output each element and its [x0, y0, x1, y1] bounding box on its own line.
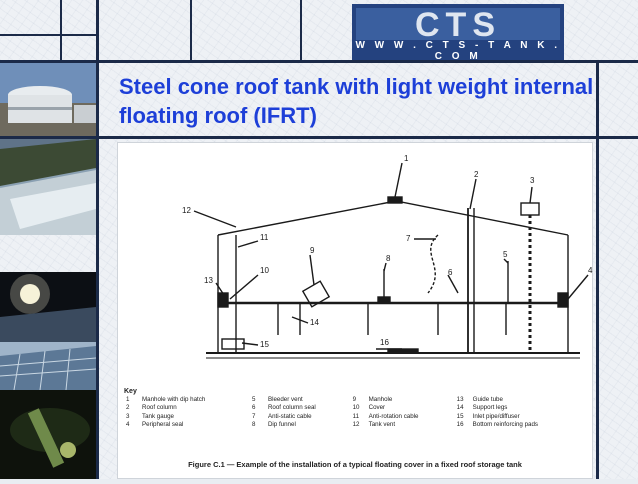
key-number: 3	[126, 412, 130, 420]
key-label: Anti-rotation cable	[368, 412, 419, 420]
key-number: 15	[456, 412, 464, 420]
key-number: 6	[251, 404, 256, 412]
tank-diagram	[118, 143, 592, 388]
callout-8: 8	[386, 254, 391, 263]
logo-url: W W W . C T S - T A N K . C O M	[355, 40, 561, 62]
solar-roof-photo	[0, 342, 96, 390]
frame-line	[190, 0, 192, 60]
key-number: 12	[352, 420, 360, 428]
key-label: Inlet pipe/diffuser	[472, 412, 520, 420]
callout-5: 5	[503, 250, 508, 259]
interior-pipe-photo	[0, 390, 96, 479]
figure-caption: Figure C.1 — Example of the installation of a typical floating cover in a fixed roof storage tank	[188, 460, 522, 469]
frame-line	[0, 34, 96, 36]
key-row	[124, 421, 584, 429]
key-number: 1	[126, 396, 130, 403]
key-label: Peripheral seal	[142, 420, 184, 428]
callout-13: 13	[204, 276, 213, 285]
key-table	[124, 396, 584, 429]
key-row	[124, 396, 584, 404]
key-number: 14	[456, 404, 464, 412]
callout-9: 9	[310, 246, 315, 255]
key-number: 7	[251, 412, 256, 420]
key-label: Tank vent	[368, 420, 396, 428]
callout-11: 11	[260, 233, 269, 242]
callout-7: 7	[406, 234, 411, 243]
key-label: Tank gauge	[142, 412, 174, 420]
slide-title: Steel cone roof tank with light weight internal floating roof (IFRT)	[119, 74, 594, 128]
key-number: 8	[251, 420, 256, 428]
key-label: Roof column seal	[267, 404, 316, 412]
tank-diagram-figure	[117, 142, 593, 479]
callout-14: 14	[310, 318, 319, 327]
key-label: Manhole	[368, 396, 393, 403]
key-row	[124, 413, 584, 421]
key-label: Support legs	[472, 404, 508, 412]
callout-12: 12	[182, 206, 191, 215]
key-number: 2	[126, 404, 130, 412]
callout-3: 3	[530, 176, 535, 185]
figure-key	[124, 388, 584, 429]
callout-6: 6	[448, 268, 453, 277]
key-number: 11	[352, 412, 360, 420]
tank-exterior-photo	[0, 63, 96, 136]
key-label: Bottom reinforcing pads	[472, 420, 538, 428]
night-roof-photo	[0, 272, 96, 342]
callout-1: 1	[404, 154, 409, 163]
key-title: Key	[124, 388, 137, 395]
key-label: Cover	[368, 404, 386, 412]
key-label: Guide tube	[472, 396, 503, 403]
key-number: 13	[456, 396, 464, 403]
key-number: 16	[456, 420, 464, 428]
key-label: Dip funnel	[267, 420, 296, 428]
logo-text: CTS	[415, 6, 501, 44]
key-number: 5	[251, 396, 256, 403]
callout-2: 2	[474, 170, 479, 179]
key-number: 4	[126, 420, 130, 428]
key-number: 10	[352, 404, 360, 412]
key-row	[124, 404, 584, 412]
key-label: Roof column	[142, 404, 177, 412]
roof-deck-photo	[0, 139, 96, 235]
callout-10: 10	[260, 266, 269, 275]
frame-line	[60, 0, 62, 60]
key-label: Manhole with dip hatch	[142, 396, 206, 403]
key-label: Bleeder vent	[267, 396, 303, 403]
key-number: 9	[352, 396, 357, 403]
callout-16: 16	[380, 338, 389, 347]
callout-4: 4	[588, 266, 593, 275]
frame-line	[300, 0, 302, 60]
frame-line	[96, 0, 99, 479]
key-label: Anti-static cable	[267, 412, 312, 420]
callout-15: 15	[260, 340, 269, 349]
